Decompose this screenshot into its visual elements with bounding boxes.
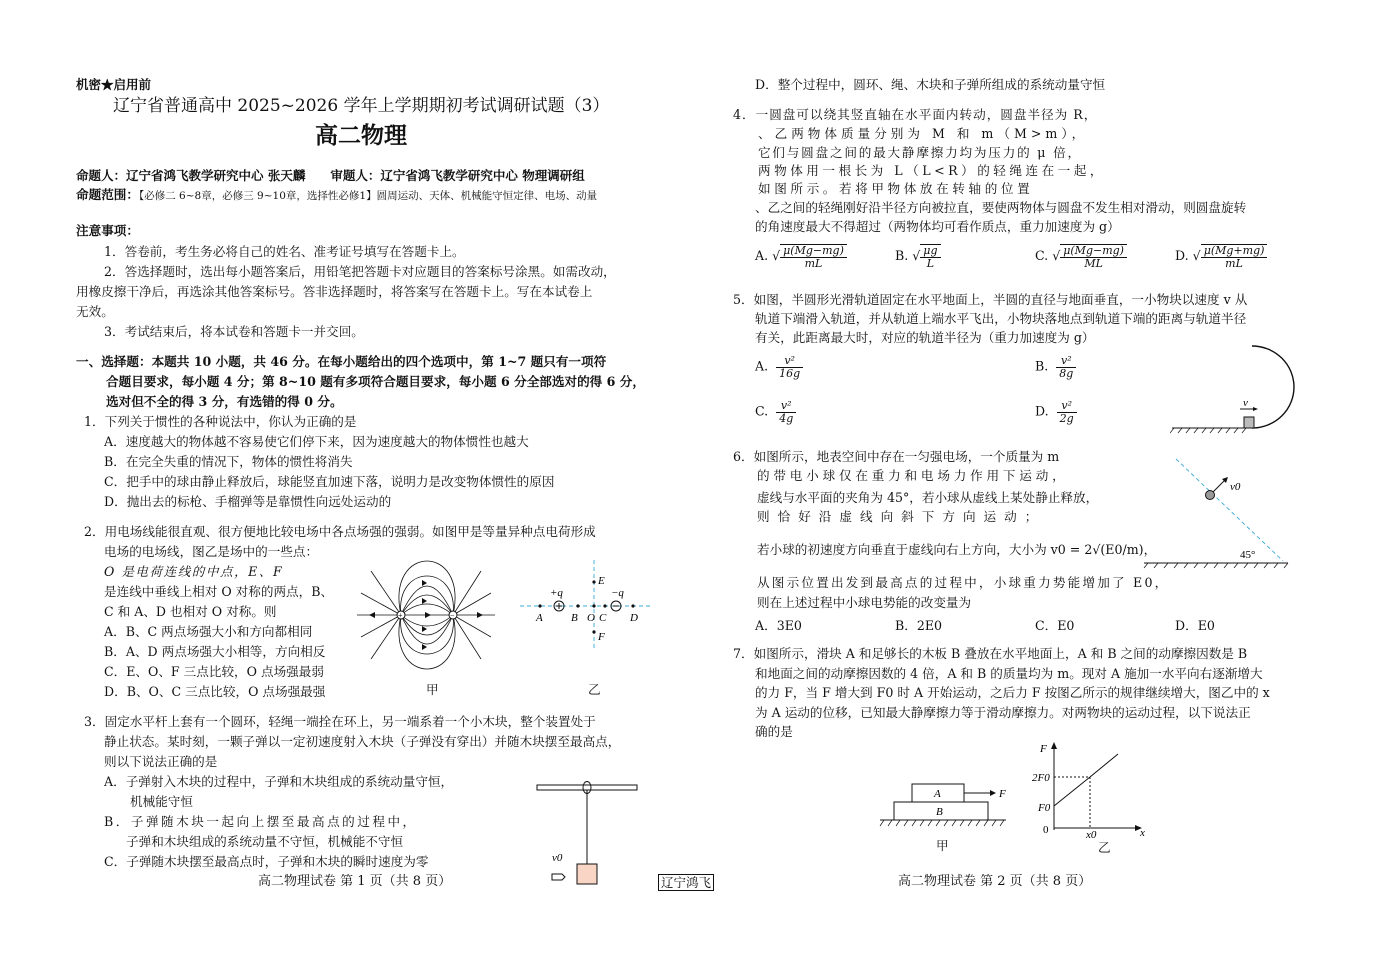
- exam-title: 辽宁省普通高中 2025~2026 学年上学期期初考试调研试题（3）: [113, 96, 610, 116]
- section1-line: 一、选择题：本题共 10 小题，共 46 分。在每小题给出的四个选项中，第 1~7 题只有一项符: [76, 354, 607, 369]
- q6-stem: 的带电小球仅在重力和电场力作用下运动，: [757, 468, 1069, 483]
- q5-stem: 有关，此距离最大时，对应的轨道半径为（重力加速度为 g）: [755, 330, 1095, 345]
- q5-stem: 5．如图，半圆形光滑轨道固定在水平地面上，半圆的直径与地面垂直，一小物块以速度 v 从: [733, 292, 1248, 307]
- q3-option-b: B．子弹随木块一起向上摆至最高点的过程中，: [104, 814, 418, 829]
- scope-label: 命题范围：: [76, 187, 139, 202]
- q4-stem: 如图所示。若将甲物体放在转轴的位置: [758, 181, 1034, 196]
- pt-plus-q: +q: [550, 587, 563, 599]
- pt-b: B: [571, 612, 578, 624]
- svg-text:+: +: [398, 611, 403, 620]
- scope-text: 【必修二 6~8章，必修三 9~10章，选择性必修1】圆周运动、天体、机械能守恒定律、电场、动量: [138, 190, 598, 202]
- q7-force-graph: [1030, 740, 1150, 842]
- q7-force-label: F: [999, 788, 1006, 800]
- q5-stem: 轨道下端滑入轨道，并从轨道上端水平飞出，小物块落地点到轨道下端的距离与轨道半径: [755, 311, 1247, 326]
- q4-option-a: A. √ $\frac{\mu(Mg-mg)}{mL}$: [755, 244, 847, 269]
- q6-option-a: A．3E0: [755, 618, 802, 633]
- q2-field-lines-figure: [355, 553, 497, 677]
- q4-stem: 、乙之间的轻绳刚好沿半径方向被拉直，要使两物体与圆盘不发生相对滑动，则圆盘旋转: [755, 200, 1247, 215]
- q6-option-d: D．E0: [1175, 618, 1215, 633]
- q4-option-d: D. √ $\frac{\mu(Mg+mg)}{mL}$: [1175, 244, 1267, 269]
- confidential-mark: 机密★启用前: [76, 77, 152, 92]
- q4-stem: 、乙两物体质量分别为 M 和 m（M>m），: [758, 126, 1089, 141]
- q3-option-c: C．子弹随木块摆至最高点时，子弹和木块的瞬时速度为零: [104, 854, 429, 869]
- scope-line: [76, 187, 597, 203]
- q7-block-b-label: B: [936, 806, 943, 818]
- q7-stem: 的力 F，当 F 增大到 F0 时 A 开始运动，之后力 F 按图乙所示的规律继续增大，图乙中的 x: [755, 685, 1270, 700]
- section1-line: 选对但不全的得 3 分，有选错的得 0 分。: [106, 394, 343, 409]
- svg-text:−: −: [450, 611, 455, 620]
- q7-y-tick-2f0: 2F0: [1032, 772, 1050, 784]
- subject-title: 高二物理: [315, 122, 407, 149]
- q7-fig1-label: 甲: [936, 838, 949, 853]
- q2-stem: 2．用电场线能很直观、很方便地比较电场中各点场强的强弱。如图甲是等量异种点电荷形成: [84, 524, 596, 539]
- pt-minus-q: −q: [611, 587, 624, 599]
- pt-o: O: [587, 612, 595, 624]
- q2-option-d: D．B、O、C 三点比较，O 点场强最强: [104, 684, 326, 699]
- q2-option-a: A．B、C 两点场强大小和方向都相同: [104, 624, 313, 639]
- q7-stem: 和地面之间的动摩擦因数的 4 倍，A 和 B 的质量均为 m。现对 A 施加一水平向右逐渐增大: [755, 666, 1263, 681]
- page1-footer: 高二物理试卷 第 1 页（共 8 页）: [258, 874, 452, 889]
- q2-stem: 电场的电场线，图乙是场中的一些点：: [104, 544, 319, 559]
- q7-stem: 确的是: [755, 724, 793, 739]
- q3-stem: 静止状态。某时刻，一颗子弹以一定初速度射入木块（子弹没有穿出）并随木块摆至最高点，: [104, 734, 621, 749]
- q3-v0-label: v0: [552, 852, 563, 864]
- q5-v-label: v: [1243, 397, 1248, 409]
- section1-line: 合题目要求，每小题 4 分；第 8~10 题有多项符合题目要求，每小题 6 分全部选对的得 6 分，: [106, 374, 645, 389]
- q6-stem: 从图示位置出发到最高点的过程中，小球重力势能增加了 E0，: [757, 575, 1170, 590]
- q6-stem: 则恰好沿虚线向斜下方向运动；: [757, 509, 1046, 524]
- q6-angle-label: 45°: [1240, 549, 1256, 561]
- q1-option-b: B．在完全失重的情况下，物体的惯性将消失: [104, 454, 353, 469]
- q5-option-a: A. $\frac{\text{v²}}{16g}$: [755, 355, 803, 379]
- q7-x-tick-x0: x0: [1086, 829, 1097, 841]
- pt-c: C: [599, 612, 607, 624]
- q6-stem: 6．如图所示，地表空间中存在一匀强电场，一个质量为 m: [733, 449, 1060, 464]
- notice-item: 2．答选择题时，选出每小题答案后，用铅笔把答题卡对应题目的答案标号涂黑。如需改动，: [104, 264, 616, 279]
- q2-option-b: B．A、D 两点场强大小相等，方向相反: [104, 644, 326, 659]
- q7-block-a-label: A: [934, 788, 941, 800]
- q7-blocks-figure: [878, 780, 1018, 838]
- q6-stem: 若小球的初速度方向垂直于虚线向右上方向，大小为 v0 = 2√(E0/m)，: [757, 542, 1157, 557]
- notice-item: 1．答卷前，考生务必将自己的姓名、准考证号填写在答题卡上。: [104, 244, 465, 259]
- q2-stem: C 和 A、D 也相对 O 对称。则: [104, 604, 277, 619]
- q6-dashed-line-figure: [1140, 455, 1290, 573]
- q2-fig1-label: 甲: [426, 682, 439, 697]
- q3-option-b-cont: 子弹和木块组成的系统动量不守恒，机械能不守恒: [126, 834, 404, 849]
- authors-line: 命题人：辽宁省鸿飞教学研究中心 张天麟 审题人：辽宁省鸿飞教学研究中心 物理调研组: [76, 168, 585, 183]
- q3-option-a: A．子弹射入木块的过程中，子弹和木块组成的系统动量守恒，: [104, 774, 454, 789]
- q4-stem: 它们与圆盘之间的最大静摩擦力均为压力的 μ 倍，: [758, 145, 1082, 160]
- q6-stem: 则在上述过程中小球电势能的改变量为: [757, 595, 972, 610]
- q3-stem: 3．固定水平杆上套有一个圆环，轻绳一端拴在环上，另一端系着一个小木块，整个装置处于: [84, 714, 596, 729]
- q4-option-b: B. √ $\frac{\mu g}{L}$: [895, 244, 941, 269]
- q2-stem: 是连线中垂线上相对 O 对称的两点，B、: [104, 584, 334, 599]
- q4-stem: 4．一圆盘可以绕其竖直轴在水平面内转动，圆盘半径为 R，: [733, 107, 1098, 122]
- page2-footer: 高二物理试卷 第 2 页（共 8 页）: [898, 874, 1092, 889]
- q2-points-figure: [520, 558, 652, 650]
- q1-stem: 1．下列关于惯性的各种说法中，你认为正确的是: [84, 414, 357, 429]
- q7-fig2-label: 乙: [1098, 840, 1111, 855]
- q7-x-axis-label: x: [1140, 827, 1145, 839]
- q5-option-c: C. $\frac{\text{v²}}{4g}$: [755, 400, 796, 424]
- q5-semicircle-track-figure: [1170, 340, 1300, 435]
- q7-y-axis-label: F: [1040, 743, 1047, 755]
- q3-option-d: D．整个过程中，圆环、绳、木块和子弹所组成的系统动量守恒: [755, 77, 1106, 92]
- q1-option-d: D．抛出去的标枪、手榴弹等是靠惯性向远处运动的: [104, 494, 392, 509]
- q4-stem: 两物体用一根长为 L（L<R）的轻绳连在一起，: [758, 163, 1106, 178]
- notice-item: 无效。: [76, 304, 114, 319]
- pt-f: F: [598, 631, 605, 643]
- q5-option-d: D. $\frac{\text{v²}}{2g}$: [1035, 400, 1077, 424]
- q2-fig2-label: 乙: [588, 682, 601, 697]
- q7-origin-label: 0: [1043, 824, 1049, 836]
- q7-stem: 7．如图所示，滑块 A 和足够长的木板 B 叠放在水平地面上，A 和 B 之间的动摩擦因数是 B: [733, 646, 1248, 661]
- pt-e: E: [598, 575, 605, 587]
- notice-title: 注意事项：: [76, 223, 139, 238]
- q5-option-b: B. $\frac{\text{v²}}{8g}$: [1035, 355, 1076, 379]
- q2-stem: O 是电荷连线的中点，E、F: [104, 564, 284, 579]
- q4-option-c: C. √ $\frac{\mu(Mg-mg)}{ML}$: [1035, 244, 1127, 269]
- q6-option-b: B．2E0: [895, 618, 943, 633]
- q7-y-tick-f0: F0: [1038, 802, 1051, 814]
- stamp-logo: 辽宁鸿飞: [658, 874, 714, 891]
- notice-item: 用橡皮擦干净后，再选涂其他答案标号。答非选择题时，将答案写在答题卡上。写在本试卷上: [76, 284, 593, 299]
- q1-option-c: C．把手中的球由静止释放后，球能竖直加速下落，说明力是改变物体惯性的原因: [104, 474, 555, 489]
- q3-stem: 则以下说法正确的是: [104, 754, 218, 769]
- q3-option-a-cont: 机械能守恒: [130, 794, 193, 809]
- q6-stem: 虚线与水平面的夹角为 45°，若小球从虚线上某处静止释放，: [757, 490, 1099, 505]
- q3-pendulum-figure: [535, 778, 641, 890]
- q2-option-c: C．E、O、F 三点比较，O 点场强最弱: [104, 664, 324, 679]
- notice-item: 3．考试结束后，将本试卷和答题卡一并交回。: [104, 324, 364, 339]
- pt-a: A: [536, 612, 543, 624]
- q4-stem: 的角速度最大不得超过（两物体均可看作质点，重力加速度为 g）: [755, 219, 1120, 234]
- q6-v0-label: v0: [1230, 481, 1241, 493]
- pt-d: D: [630, 612, 638, 624]
- q7-stem: 为 A 运动的位移，已知最大静摩擦力等于滑动摩擦力。对两物块的运动过程，以下说法正: [755, 705, 1251, 720]
- q6-option-c: C．E0: [1035, 618, 1075, 633]
- q1-option-a: A．速度越大的物体越不容易使它们停下来，因为速度越大的物体惯性也越大: [104, 434, 529, 449]
